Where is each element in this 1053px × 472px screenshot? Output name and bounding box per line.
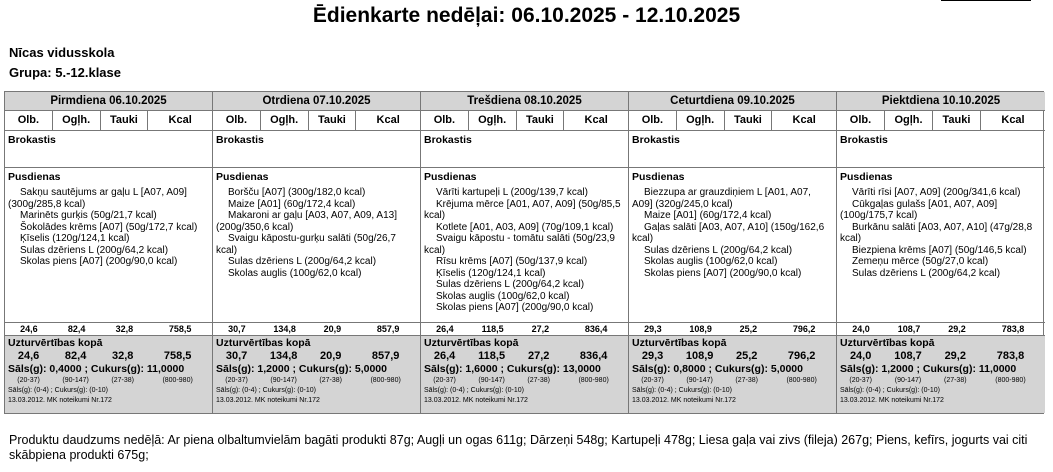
nutrition-value: 134,8 (273, 324, 296, 334)
norm-range: (20-37) (17, 377, 40, 384)
total-value: 24,6 (17, 350, 40, 362)
totals-values (629, 350, 833, 363)
norm-range: (800-980) (786, 377, 817, 384)
nutrition-value: 783,8 (1001, 324, 1025, 334)
totals-label: Uzturvērtības kopā (840, 337, 935, 349)
group-name: Grupa: 5.-12.klase (9, 65, 121, 80)
norm-range: (27-38) (527, 377, 550, 384)
nutrition-value: 29,2 (948, 324, 966, 334)
total-value: 32,8 (111, 350, 134, 362)
norm-ranges (837, 376, 1042, 386)
nutrition-value: 20,9 (323, 324, 342, 334)
menu-item: Skolas auglis (100g/62,0 kcal) (436, 290, 570, 302)
nutrition-value: 25,2 (739, 324, 758, 334)
lunch-section (213, 168, 420, 323)
norm-range: (90-147) (894, 377, 922, 384)
menu-item: Vārīti rīsi [A07, A09] (200g/341,6 kcal) (852, 187, 1021, 198)
lunch-label: Pusdienas (424, 171, 477, 183)
column-header: Kcal (168, 114, 192, 126)
menu-item: Ķīselis (120g/124,1 kcal) (436, 267, 546, 279)
menu-item: Maize [A01] (60g/172,4 kcal) (644, 210, 772, 221)
column-header: Olb. (837, 111, 885, 130)
total-value: 26,4 (433, 350, 456, 362)
menu-item: Skolas auglis (100g/62,0 kcal) (228, 267, 362, 279)
norm-range: (90-147) (270, 377, 297, 384)
column-header: Tauki (725, 111, 773, 130)
lunch-label: Pusdienas (8, 171, 61, 183)
menu-item: Kotlete [A01, A03, A09] (70g/109,1 kcal) (436, 221, 614, 233)
breakfast-label: Brokastis (8, 134, 56, 146)
totals-section (5, 336, 212, 413)
column-header: Ogļh. (677, 111, 725, 130)
breakfast-label: Brokastis (840, 134, 888, 146)
total-value: 29,3 (641, 350, 664, 362)
menu-item: Sakņu sautējums ar gaļu L [A07, A09] (300g/285,8 kcal) (8, 187, 187, 210)
lunch-nutrition-row (5, 323, 212, 336)
salt-sugar-range: Sāls(g): (0-4) ; Cukurs(g): (0-10) (8, 387, 108, 394)
salt-sugar-range: Sāls(g): (0-4) ; Cukurs(g): (0-10) (840, 387, 940, 394)
menu-table (4, 91, 1044, 414)
menu-item: Svaigu kāpostu - tomātu salāti (50g/23,9 kcal) (424, 233, 615, 256)
menu-item: Cūkgaļas gulašs [A01, A07, A09] (100g/175,7 kcal) (840, 198, 998, 221)
menu-item: Sulas dzēriens L (200g/64,2 kcal) (644, 244, 793, 256)
salt-sugar: Sāls(g): 1,6000 ; Cukurs(g): 13,0000 (424, 363, 601, 375)
total-value: 134,8 (269, 350, 298, 362)
nutrition-value: 24,6 (20, 324, 38, 334)
lunch-nutrition-row (213, 323, 420, 336)
menu-item: Svaigu kāpostu-gurķu salāti (50g/26,7 kcal) (216, 233, 396, 256)
totals-section (837, 336, 1045, 413)
totals-section (629, 336, 836, 413)
total-value: 24,0 (849, 350, 872, 362)
menu-item: Vārīti kartupeļi L (200g/139,7 kcal) (436, 187, 588, 198)
total-value: 796,2 (787, 350, 816, 362)
totals-values (5, 350, 209, 363)
menu-item: Skolas piens [A07] (200g/90,0 kcal) (644, 267, 802, 279)
norm-range: (27-38) (943, 377, 967, 384)
norm-range: (90-147) (686, 377, 713, 384)
menu-item: Sulas dzēriens L (200g/64,2 kcal) (228, 256, 377, 267)
day-header: Ceturtdiena 09.10.2025 (629, 92, 836, 111)
salt-sugar: Sāls(g): 0,4000 ; Cukurs(g): 11,0000 (8, 363, 185, 375)
breakfast-section (837, 131, 1045, 168)
school-name: Nīcas vidusskola (9, 45, 115, 60)
school-info (9, 43, 121, 83)
column-headers (629, 111, 836, 131)
breakfast-section (629, 131, 836, 168)
menu-item: Skolas piens [A07] (200g/90,0 kcal) (20, 256, 178, 267)
norm-range: (27-38) (735, 377, 758, 384)
weekly-products: Produktu daudzums nedēļā: Ar piena olbaltumvielām bagāti produkti 87g; Augļi un ogas 611g; Dārzeņi 548g; Kartupeļi 478g; Liesa gaļa vai zivs (fileja) 267g; Piens, kefīrs, jogurts vai citi skābpiena produkti 675g; (9, 433, 1028, 462)
nutrition-value: 857,9 (376, 324, 400, 334)
column-header: Ogļh. (53, 111, 101, 130)
column-headers (213, 111, 420, 131)
lunch-section (421, 168, 628, 323)
day-header: Trešdiena 08.10.2025 (421, 92, 628, 111)
menu-item: Makaroni ar gaļu [A03, A07, A09, A13] (200g/350,6 kcal) (216, 210, 398, 233)
column-header: Kcal (792, 114, 816, 126)
column-headers (5, 111, 212, 131)
nutrition-value: 29,3 (644, 324, 662, 334)
menu-item: Zemeņu mērce (50g/27,0 kcal) (852, 256, 989, 267)
menu-item: Burkānu salāti [A03, A07, A10] (47g/28,8 kcal) (840, 221, 1033, 244)
salt-sugar-range: Sāls(g): (0-4) ; Cukurs(g): (0-10) (216, 387, 316, 394)
nutrition-value: 24,0 (852, 324, 870, 334)
salt-sugar: Sāls(g): 1,2000 ; Cukurs(g): 11,0000 (840, 363, 1017, 375)
regulation-note: 13.03.2012. MK noteikumi Nr.172 (8, 397, 112, 404)
totals-values (837, 350, 1042, 363)
day-header: Pirmdiena 06.10.2025 (5, 92, 212, 111)
menu-item: Skolas piens [A07] (200g/90,0 kcal) (436, 302, 594, 313)
nutrition-value: 108,9 (689, 324, 712, 334)
lunch-nutrition-row (421, 323, 628, 336)
breakfast-section (213, 131, 420, 168)
menu-item: Rīsu krēms [A07] (50g/137,9 kcal) (436, 256, 588, 267)
column-header: Ogļh. (885, 111, 933, 130)
day-column (5, 92, 213, 413)
column-header: Olb. (629, 111, 677, 130)
day-column (837, 92, 1045, 413)
day-column (421, 92, 629, 413)
total-value: 108,9 (685, 350, 714, 362)
day-header: Otrdiena 07.10.2025 (213, 92, 420, 111)
regulation-note: 13.03.2012. MK noteikumi Nr.172 (632, 397, 736, 404)
header-rule (941, 0, 1031, 1)
salt-sugar-range: Sāls(g): (0-4) ; Cukurs(g): (0-10) (424, 387, 524, 394)
norm-range: (800-980) (995, 377, 1026, 384)
total-value: 783,8 (996, 350, 1025, 362)
menu-item: Gaļas salāti [A03, A07, A10] (150g/162,6 kcal) (632, 221, 825, 244)
column-header: Ogļh. (469, 111, 517, 130)
totals-label: Uzturvērtības kopā (632, 337, 727, 349)
breakfast-label: Brokastis (216, 134, 264, 146)
salt-sugar: Sāls(g): 0,8000 ; Cukurs(g): 5,0000 (632, 363, 803, 375)
menu-item: Sulas dzēriens L (200g/64,2 kcal) (20, 244, 169, 256)
norm-range: (20-37) (225, 377, 248, 384)
total-value: 20,9 (319, 350, 342, 362)
totals-label: Uzturvērtības kopā (424, 337, 519, 349)
nutrition-value: 108,7 (897, 324, 921, 334)
norm-ranges (5, 376, 209, 386)
menu-item: Sulas dzēriens L (200g/64,2 kcal) (436, 279, 585, 290)
menu-item: Skolas auglis (100g/62,0 kcal) (644, 256, 778, 267)
day-header: Piektdiena 10.10.2025 (837, 92, 1045, 111)
menu-item: Marinēts gurķis (50g/21,7 kcal) (20, 210, 157, 221)
totals-section (213, 336, 420, 413)
column-header: Olb. (5, 111, 53, 130)
nutrition-value: 118,5 (481, 324, 504, 334)
norm-ranges (213, 376, 417, 386)
column-header: Olb. (421, 111, 469, 130)
breakfast-label: Brokastis (424, 134, 472, 146)
total-value: 758,5 (163, 350, 192, 362)
menu-item: Sulas dzēriens L (200g/64,2 kcal) (852, 267, 1001, 279)
page-title: Ēdienkarte nedēļai: 06.10.2025 - 12.10.2025 (312, 4, 741, 27)
menu-item: Ķīselis (120g/124,1 kcal) (20, 233, 130, 244)
lunch-label: Pusdienas (840, 171, 893, 183)
regulation-note: 13.03.2012. MK noteikumi Nr.172 (840, 397, 944, 404)
norm-ranges (421, 376, 625, 386)
totals-values (421, 350, 625, 363)
lunch-nutrition-row (629, 323, 836, 336)
day-column (213, 92, 421, 413)
nutrition-value: 32,8 (115, 324, 134, 334)
total-value: 108,7 (894, 350, 922, 362)
total-value: 82,4 (64, 350, 87, 362)
breakfast-label: Brokastis (632, 134, 680, 146)
column-headers (837, 111, 1045, 131)
norm-range: (27-38) (319, 377, 342, 384)
breakfast-section (421, 131, 628, 168)
norm-range: (27-38) (111, 377, 134, 384)
salt-sugar: Sāls(g): 1,2000 ; Cukurs(g): 5,0000 (216, 363, 387, 375)
column-header: Tauki (517, 111, 565, 130)
lunch-nutrition-row (837, 323, 1045, 336)
total-value: 118,5 (478, 350, 506, 362)
nutrition-value: 836,4 (584, 324, 608, 334)
norm-range: (20-37) (641, 377, 664, 384)
norm-range: (20-37) (433, 377, 456, 384)
nutrition-value: 796,2 (792, 324, 816, 334)
column-header: Kcal (1001, 114, 1025, 126)
lunch-label: Pusdienas (216, 171, 269, 183)
norm-range: (90-147) (62, 377, 89, 384)
column-header: Olb. (213, 111, 261, 130)
norm-range: (20-37) (849, 377, 872, 384)
totals-section (421, 336, 628, 413)
lunch-section (837, 168, 1045, 323)
norm-range: (800-980) (370, 377, 401, 384)
total-value: 29,2 (944, 350, 966, 362)
total-value: 25,2 (735, 350, 758, 362)
column-header: Tauki (933, 111, 981, 130)
nutrition-value: 82,4 (67, 324, 86, 334)
menu-item: Maize [A01] (60g/172,4 kcal) (228, 198, 356, 210)
column-header: Tauki (101, 111, 149, 130)
nutrition-value: 27,2 (531, 324, 550, 334)
norm-ranges (629, 376, 833, 386)
column-header: Ogļh. (261, 111, 309, 130)
total-value: 857,9 (371, 350, 400, 362)
column-header: Tauki (309, 111, 357, 130)
breakfast-section (5, 131, 212, 168)
totals-values (213, 350, 417, 363)
lunch-section (5, 168, 212, 323)
total-value: 27,2 (527, 350, 550, 362)
column-header: Kcal (376, 114, 400, 126)
nutrition-value: 758,5 (168, 324, 192, 334)
menu-item: Biezzupa ar grauzdiņiem L [A01, A07, A09] (320g/245,0 kcal) (632, 187, 811, 210)
menu-item: Krējuma mērce [A01, A07, A09] (50g/85,5 kcal) (424, 198, 621, 221)
lunch-label: Pusdienas (632, 171, 685, 183)
regulation-note: 13.03.2012. MK noteikumi Nr.172 (216, 397, 320, 404)
nutrition-value: 30,7 (228, 324, 246, 334)
day-column (629, 92, 837, 413)
menu-item: Biezpiena krēms [A07] (50g/146,5 kcal) (852, 244, 1027, 256)
nutrition-value: 26,4 (436, 324, 454, 334)
salt-sugar-range: Sāls(g): (0-4) ; Cukurs(g): (0-10) (632, 387, 732, 394)
regulation-note: 13.03.2012. MK noteikumi Nr.172 (424, 397, 528, 404)
totals-label: Uzturvērtības kopā (8, 337, 103, 349)
menu-item: Boršču [A07] (300g/182,0 kcal) (228, 187, 366, 198)
norm-range: (90-147) (478, 377, 505, 384)
norm-range: (800-980) (162, 377, 193, 384)
column-headers (421, 111, 628, 131)
lunch-section (629, 168, 836, 323)
norm-range: (800-980) (578, 377, 609, 384)
total-value: 30,7 (225, 350, 248, 362)
total-value: 836,4 (579, 350, 608, 362)
menu-item: Šokolādes krēms [A07] (50g/172,7 kcal) (20, 221, 198, 233)
totals-label: Uzturvērtības kopā (216, 337, 311, 349)
column-header: Kcal (584, 114, 608, 126)
